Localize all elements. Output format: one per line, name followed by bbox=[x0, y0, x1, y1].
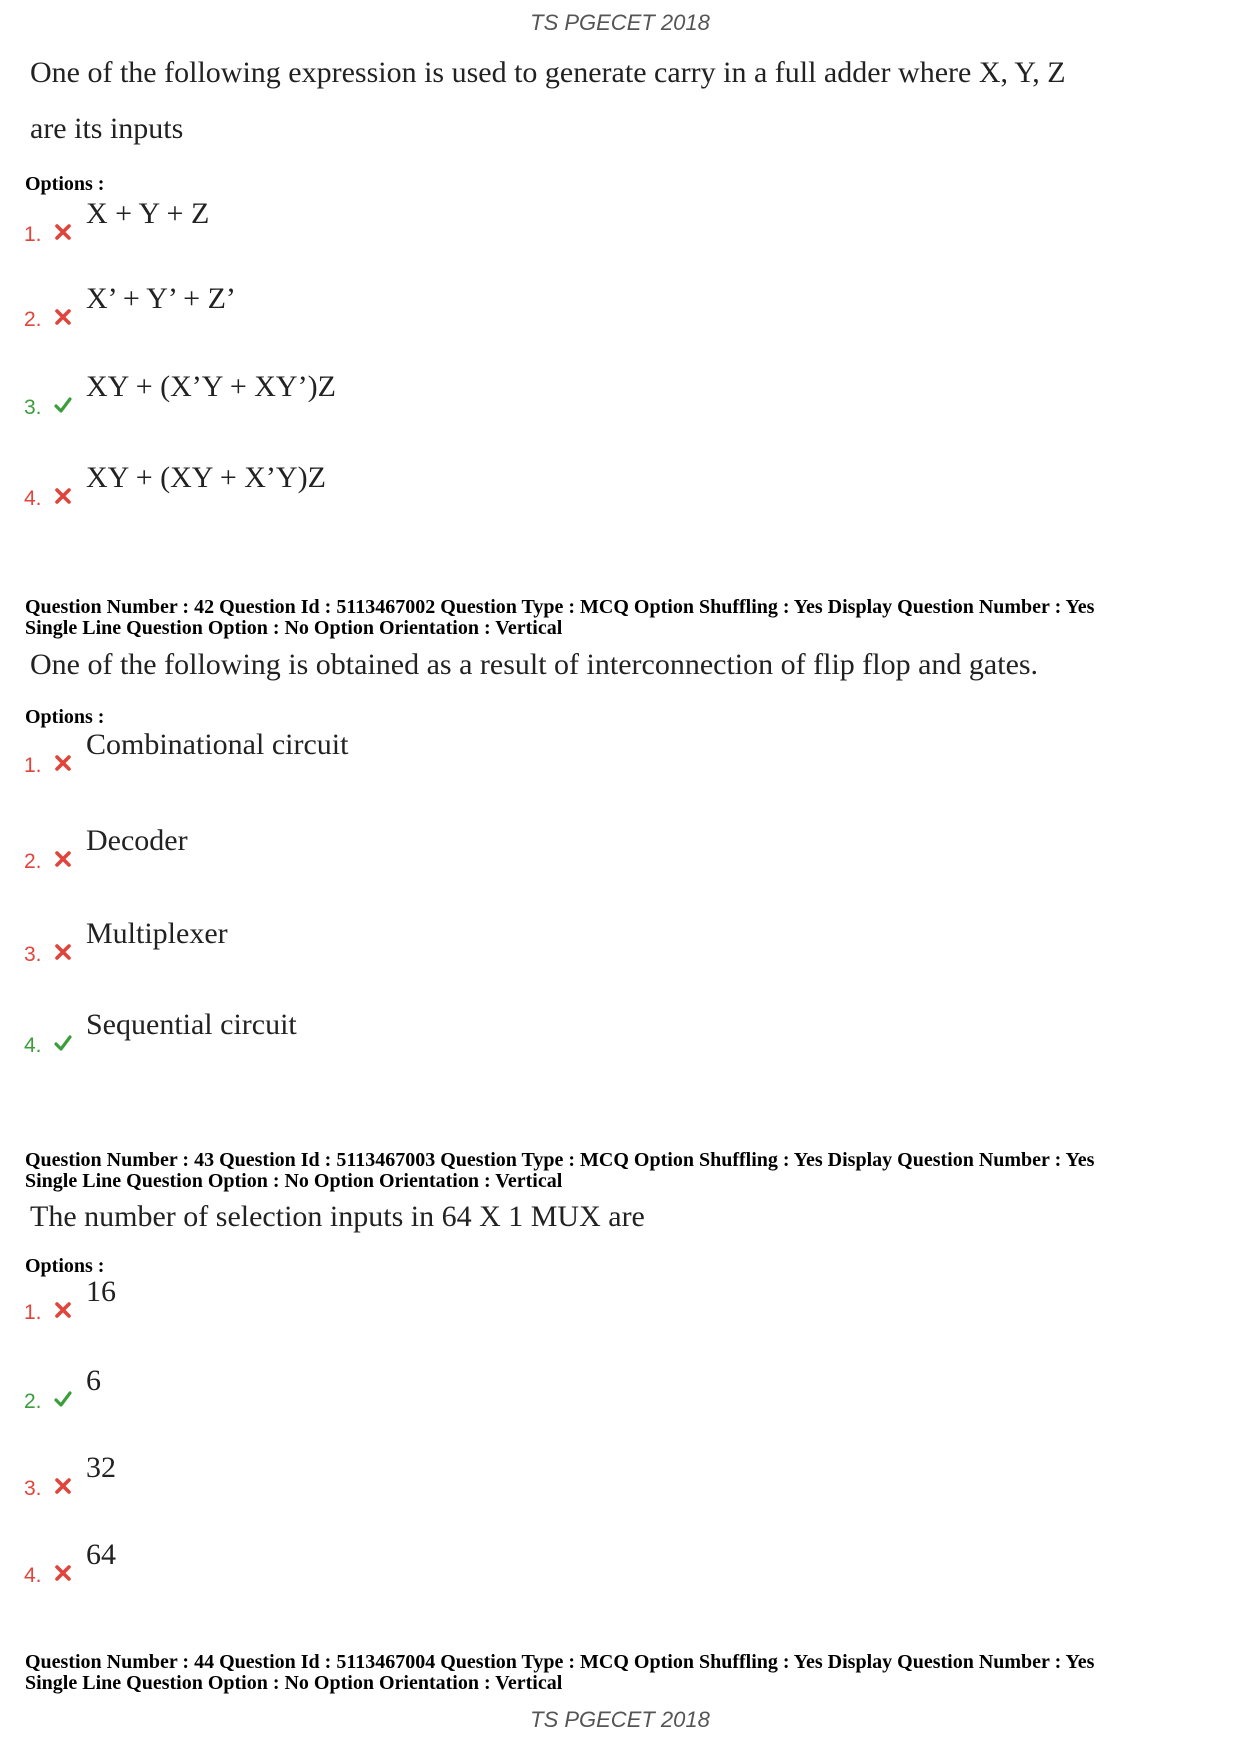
option-text: Decoder bbox=[86, 824, 188, 857]
option-number: 1. bbox=[24, 1301, 42, 1324]
cross-icon bbox=[54, 223, 72, 241]
option-item bbox=[24, 461, 924, 521]
option-item bbox=[24, 1451, 924, 1511]
check-icon bbox=[54, 396, 72, 414]
option-text: XY + (XY + X’Y)Z bbox=[86, 461, 326, 494]
question-43-meta-line2: Single Line Question Option : No Option Orientation : Vertical bbox=[25, 1170, 563, 1192]
question-44-meta bbox=[25, 1652, 1094, 1694]
question-43-options-label: Options : bbox=[25, 1255, 105, 1277]
option-number: 2. bbox=[24, 1390, 42, 1413]
option-item bbox=[24, 1538, 924, 1598]
option-item bbox=[24, 197, 924, 257]
question-42-options-label: Options : bbox=[25, 706, 105, 728]
option-number: 3. bbox=[24, 1477, 42, 1500]
option-number: 3. bbox=[24, 396, 42, 419]
option-number: 4. bbox=[24, 487, 42, 510]
option-text: X + Y + Z bbox=[86, 197, 210, 230]
option-number: 4. bbox=[24, 1034, 42, 1057]
option-item bbox=[24, 1275, 924, 1335]
option-text: Combinational circuit bbox=[86, 728, 349, 761]
check-icon bbox=[54, 1390, 72, 1408]
option-text: 16 bbox=[86, 1275, 116, 1308]
check-icon bbox=[54, 1034, 72, 1052]
option-text: X’ + Y’ + Z’ bbox=[86, 282, 236, 315]
option-number: 2. bbox=[24, 308, 42, 331]
option-item bbox=[24, 917, 924, 977]
option-item bbox=[24, 1364, 924, 1424]
cross-icon bbox=[54, 308, 72, 326]
option-item bbox=[24, 1008, 924, 1068]
option-text: 32 bbox=[86, 1451, 116, 1484]
question-43-text: The number of selection inputs in 64 X 1 MUX are bbox=[30, 1200, 645, 1233]
option-number: 4. bbox=[24, 1564, 42, 1587]
question-44-meta-line1: Question Number : 44 Question Id : 5113467004 Question Type : MCQ Option Shuffling : Yes Display Question Number : Yes bbox=[25, 1651, 1095, 1673]
question-43-meta bbox=[25, 1150, 1094, 1192]
option-item bbox=[24, 282, 924, 342]
option-item bbox=[24, 728, 924, 788]
question-41-text-line1: One of the following expression is used to generate carry in a full adder where X, Y, Z bbox=[30, 56, 1066, 89]
page-header: TS PGECET 2018 bbox=[530, 10, 710, 35]
option-number: 1. bbox=[24, 223, 42, 246]
question-42-meta-line2: Single Line Question Option : No Option Orientation : Vertical bbox=[25, 617, 563, 639]
cross-icon bbox=[54, 943, 72, 961]
question-42-meta-line1: Question Number : 42 Question Id : 5113467002 Question Type : MCQ Option Shuffling : Yes Display Question Number : Yes bbox=[25, 596, 1095, 618]
option-item bbox=[24, 370, 924, 430]
question-42-meta bbox=[25, 597, 1094, 639]
cross-icon bbox=[54, 1564, 72, 1582]
question-42-text: One of the following is obtained as a result of interconnection of flip flop and gates. bbox=[30, 648, 1039, 681]
option-text: XY + (X’Y + XY’)Z bbox=[86, 370, 336, 403]
option-text: Multiplexer bbox=[86, 917, 228, 950]
option-number: 2. bbox=[24, 850, 42, 873]
question-41-text-line2: are its inputs bbox=[30, 112, 184, 145]
cross-icon bbox=[54, 754, 72, 772]
question-44-meta-line2: Single Line Question Option : No Option Orientation : Vertical bbox=[25, 1672, 563, 1694]
option-text: 64 bbox=[86, 1538, 116, 1571]
cross-icon bbox=[54, 1477, 72, 1495]
option-text: 6 bbox=[86, 1364, 101, 1397]
question-41-options-label: Options : bbox=[25, 173, 105, 195]
question-43-meta-line1: Question Number : 43 Question Id : 5113467003 Question Type : MCQ Option Shuffling : Yes Display Question Number : Yes bbox=[25, 1149, 1095, 1171]
option-number: 1. bbox=[24, 754, 42, 777]
page-footer: TS PGECET 2018 bbox=[530, 1707, 710, 1732]
cross-icon bbox=[54, 487, 72, 505]
option-text: Sequential circuit bbox=[86, 1008, 297, 1041]
option-number: 3. bbox=[24, 943, 42, 966]
cross-icon bbox=[54, 1301, 72, 1319]
cross-icon bbox=[54, 850, 72, 868]
option-item bbox=[24, 824, 924, 884]
